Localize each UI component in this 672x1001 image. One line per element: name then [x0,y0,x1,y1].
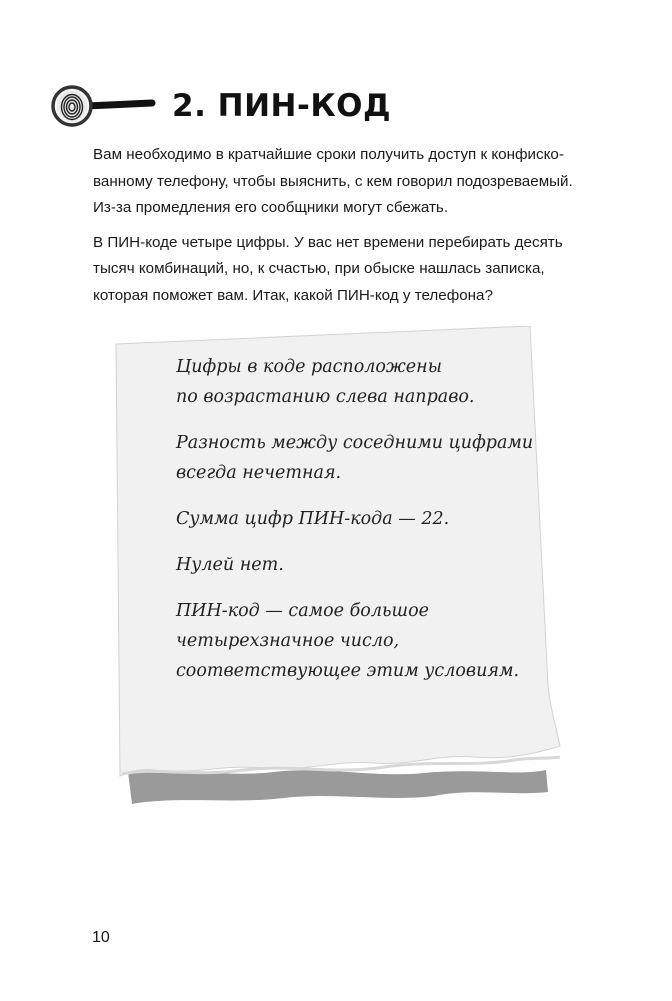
note-line: Разность между соседними цифрами [176,433,534,453]
text-line: Вам необходимо в кратчайшие сроки получить доступ к конфиско- [93,146,564,163]
page-title: 2. ПИН-КОД [172,88,392,124]
note-text [176,352,556,686]
text-line: тысяч комбинаций, но, к счастью, при обыске нашлась записка, [93,260,545,277]
handwritten-note [114,326,562,806]
intro-paragraph-2 [93,230,613,310]
section-heading [48,82,391,130]
note-line: Сумма цифр ПИН-кода — 22. [176,509,450,529]
text-line: ванному телефону, чтобы выяснить, с кем говорил подозреваемый. [93,172,573,190]
note-line: четырехзначное число, [176,631,400,651]
text-line: которая поможет вам. Итак, какой ПИН-код у телефона? [93,286,493,304]
text-line: Из-за промедления его сообщники могут сбежать. [93,199,449,216]
note-line: по возрастанию слева направо. [176,387,475,407]
note-line: соответствующее этим условиям. [176,661,520,681]
intro-paragraph-1 [93,142,613,222]
page-number: 10 [92,929,110,946]
note-line: Нулей нет. [176,555,284,575]
note-line: Цифры в коде расположены [176,357,442,377]
intro-text [93,142,613,317]
text-line: В ПИН-коде четыре цифры. У вас нет времени перебирать десять [93,233,563,251]
note-line: ПИН-код — самое большое [176,601,429,621]
magnifying-glass-fingerprint-icon [48,84,158,128]
note-line: всегда нечетная. [176,463,342,483]
